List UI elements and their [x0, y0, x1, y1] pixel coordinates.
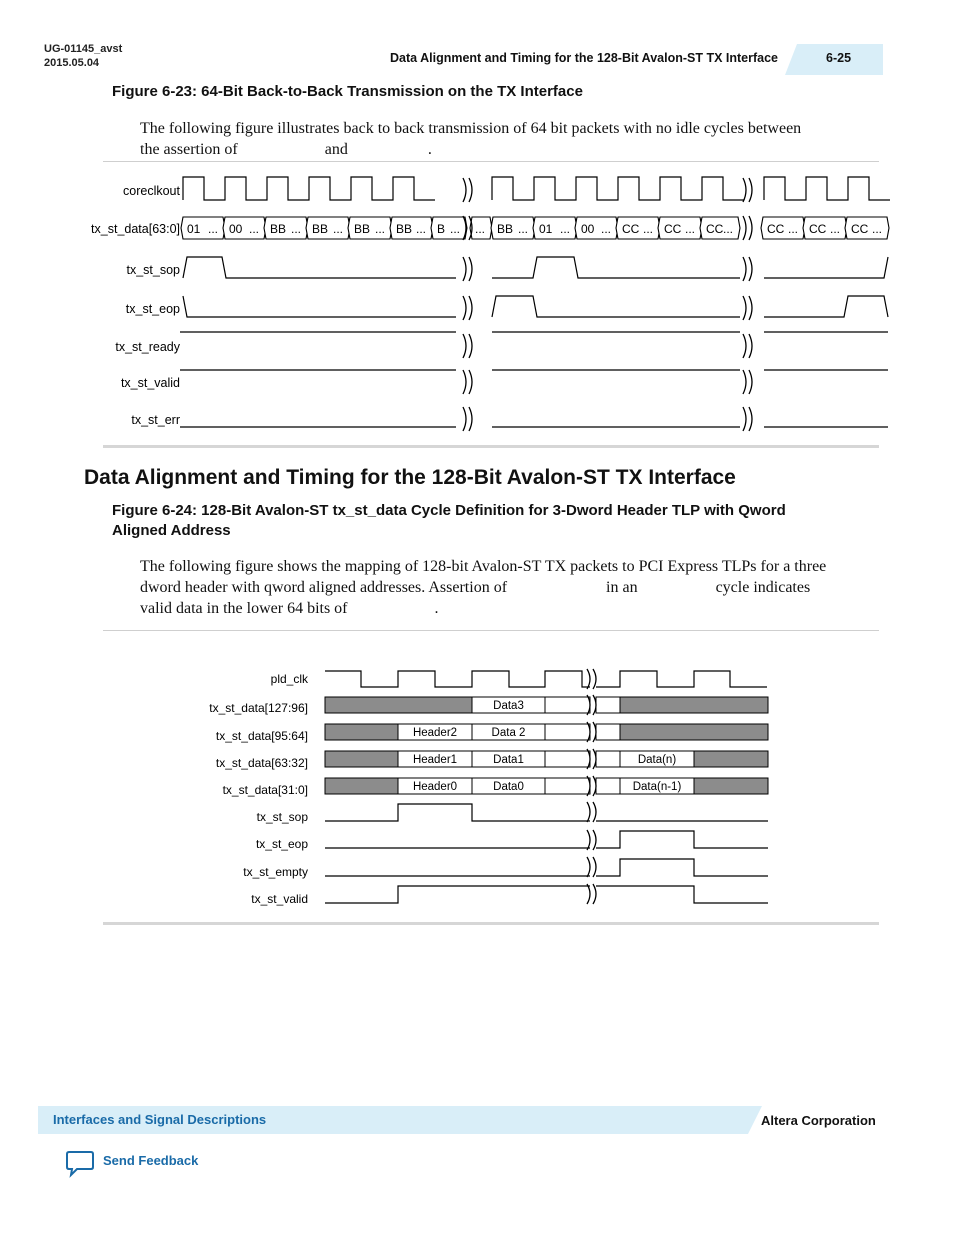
break-mark — [587, 802, 590, 822]
data-cell-value: BB — [396, 222, 413, 236]
break-mark — [463, 257, 466, 281]
lane-cell-label: Data 2 — [491, 727, 526, 739]
lane-cell-label: Header0 — [412, 781, 458, 793]
section-heading: Data Alignment and Timing for the 128-Bit Avalon-ST TX Interface — [84, 466, 736, 489]
figure-24-control-waveforms — [325, 804, 768, 903]
signal-label: tx_st_sop — [126, 263, 180, 277]
lane-cell-label: Data(n-1) — [632, 781, 682, 793]
doc-id: UG-01145_avst — [44, 43, 123, 55]
data-cell-ellipsis: ... — [684, 222, 696, 236]
data-cell-ellipsis: ... — [332, 222, 344, 236]
break-mark — [593, 802, 596, 822]
signal-label: tx_st_data[95:64] — [215, 729, 308, 743]
data-cell-value: BB — [312, 222, 329, 236]
break-mark — [463, 370, 466, 394]
data-cell-value: BB — [497, 222, 514, 236]
lane-filler — [325, 724, 398, 740]
lane-filler — [325, 697, 472, 713]
signal-label: tx_st_sop — [256, 810, 308, 824]
data-cell-value: CC — [622, 222, 640, 236]
signal-label: tx_st_data[63:0] — [91, 222, 180, 236]
figure-23-signal-labels — [91, 184, 181, 427]
break-mark — [469, 407, 472, 431]
data-cell-value: 00 — [581, 222, 595, 236]
break-mark — [469, 370, 472, 394]
data-cell-value: BB — [354, 222, 371, 236]
tx-st-data-bus-waveform — [181, 217, 889, 239]
data-cell-value: B — [437, 222, 446, 236]
intro-text: dword header with qword aligned addresses. Assertion of — [140, 579, 508, 596]
figure-23-caption: Figure 6-23: 64-Bit Back-to-Back Transmission on the TX Interface — [112, 83, 583, 100]
figure-24-top-rule — [103, 630, 879, 631]
break-mark — [743, 334, 746, 358]
figure-24-caption — [112, 501, 786, 541]
page-number: 6-25 — [826, 51, 852, 65]
lane-cell — [545, 751, 590, 767]
break-mark — [749, 257, 752, 281]
break-mark — [587, 669, 590, 689]
break-mark — [743, 296, 746, 320]
figure-23-intro — [140, 118, 801, 160]
figure-24-intro-line3 — [140, 598, 826, 619]
data-cell-ellipsis: ... — [290, 222, 302, 236]
lane-cell — [545, 724, 590, 740]
signal-label: tx_st_empty — [243, 865, 308, 879]
time-break-marks — [463, 178, 752, 431]
intro-text: cycle indicates — [715, 579, 811, 596]
break-mark — [743, 257, 746, 281]
data-cell-ellipsis: ... — [449, 222, 461, 236]
valid-path — [325, 886, 768, 903]
signal-label: tx_st_data[31:0] — [222, 783, 308, 797]
break-mark — [469, 296, 472, 320]
data-cell-value: 00 — [229, 222, 243, 236]
lane-cell-label: Data0 — [493, 781, 524, 793]
data-cell-ellipsis: ... — [642, 222, 654, 236]
eop-path — [183, 296, 888, 317]
data-cell-value: BB — [270, 222, 287, 236]
data-cell-ellipsis: ... — [787, 222, 799, 236]
lane-filler — [325, 778, 398, 794]
data-cell-ellipsis: ... — [207, 222, 219, 236]
data-cell-ellipsis: ... — [829, 222, 841, 236]
footer-section-link[interactable]: Interfaces and Signal Descriptions — [53, 1112, 267, 1127]
break-mark — [463, 178, 466, 202]
signal-label: tx_st_eop — [125, 302, 180, 316]
break-mark — [749, 370, 752, 394]
break-mark — [749, 178, 752, 202]
sop-path — [325, 804, 768, 821]
signal-label: tx_st_data[63:32] — [215, 756, 308, 770]
break-mark — [593, 830, 596, 850]
signal-label: coreclkout — [123, 184, 180, 198]
intro-text: the assertion of — [140, 141, 238, 158]
break-mark — [463, 334, 466, 358]
figure-23-intro-line2 — [140, 139, 801, 160]
break-mark — [463, 296, 466, 320]
data-cell-value: CC — [809, 222, 827, 236]
data-cell-ellipsis: ... — [517, 222, 529, 236]
sop-path — [183, 257, 888, 278]
eop-path — [325, 831, 768, 848]
signal-label: tx_st_eop — [255, 837, 308, 851]
data-cell-ellipsis: ... — [722, 222, 734, 236]
break-mark — [743, 407, 746, 431]
break-mark — [749, 216, 752, 240]
break-mark — [587, 884, 590, 904]
figure-24-intro — [140, 556, 826, 619]
break-mark — [743, 178, 746, 202]
break-mark — [743, 216, 746, 240]
break-mark — [593, 669, 596, 689]
data-cell-ellipsis: ... — [559, 222, 571, 236]
lane-cell — [596, 697, 620, 713]
figure-24-intro-line1: The following figure shows the mapping of 128-bit Avalon-ST TX packets to PCI Express TLPs for a three — [140, 558, 827, 575]
break-mark — [469, 178, 472, 202]
figure-23-bottom-rule — [103, 445, 879, 448]
break-mark — [593, 857, 596, 877]
lane-cell — [545, 697, 590, 713]
intro-text: . — [434, 600, 439, 617]
signal-label: tx_st_valid — [120, 376, 180, 390]
lane-cell-label: Header1 — [412, 754, 458, 766]
clock-path — [183, 177, 890, 200]
lane-filler — [694, 778, 768, 794]
figure-23-top-rule — [103, 161, 879, 162]
doc-date: 2015.05.04 — [44, 57, 100, 69]
break-mark — [587, 857, 590, 877]
break-mark — [749, 334, 752, 358]
lane-cell-label: Data(n) — [637, 754, 677, 766]
break-mark — [749, 296, 752, 320]
data-cell-ellipsis: ... — [600, 222, 612, 236]
footer-company: Altera Corporation — [761, 1113, 876, 1128]
pld-clk-waveform — [325, 671, 767, 687]
data-cell-ellipsis: ... — [248, 222, 260, 236]
break-mark — [469, 334, 472, 358]
lane-cell — [596, 751, 620, 767]
intro-text: in an — [606, 579, 638, 596]
data-cell-value: 01 — [187, 222, 201, 236]
intro-text: valid data in the lower 64 bits of — [140, 600, 348, 617]
data-cell-value: 01 — [539, 222, 553, 236]
lane-filler — [620, 697, 768, 713]
figure-23-timing-diagram — [0, 165, 954, 450]
empty-path — [325, 859, 768, 876]
figure-23-intro-line1: The following figure illustrates back to back transmission of 64 bit packets with no idle cycles between — [140, 120, 802, 137]
data-cell-value: CC — [851, 222, 869, 236]
feedback-icon[interactable] — [65, 1150, 95, 1178]
break-mark — [593, 884, 596, 904]
lane-cell-label: Header2 — [412, 727, 458, 739]
signal-label: pld_clk — [270, 672, 308, 686]
clock-path — [325, 671, 767, 687]
data-cell-ellipsis: ... — [374, 222, 386, 236]
figure-24-caption-line2: Aligned Address — [112, 522, 231, 539]
send-feedback-link[interactable]: Send Feedback — [103, 1153, 199, 1168]
figure-24-caption-line1: Figure 6-24: 128-Bit Avalon-ST tx_st_data Cycle Definition for 3-Dword Header TLP with Qword — [112, 502, 786, 519]
data-cell-value: CC — [767, 222, 785, 236]
coreclkout-waveform — [183, 177, 890, 200]
data-cell-value: CC — [664, 222, 682, 236]
break-mark — [587, 830, 590, 850]
signal-label: tx_st_valid — [251, 892, 308, 906]
lane-cell — [596, 724, 620, 740]
control-signal-waveforms — [180, 257, 888, 427]
data-cell-ellipsis: ... — [871, 222, 883, 236]
running-header-title: Data Alignment and Timing for the 128-Bit Avalon-ST TX Interface — [390, 51, 779, 65]
lane-cell — [596, 778, 620, 794]
data-cell-ellipsis: ... — [415, 222, 427, 236]
signal-label: tx_st_data[127:96] — [209, 701, 308, 715]
figure-24-signal-labels — [209, 672, 309, 906]
data-lane-waveforms — [325, 697, 768, 794]
figure-24-intro-line2 — [140, 577, 826, 598]
break-mark — [463, 407, 466, 431]
data-cell-value: CC — [706, 222, 724, 236]
lane-cell-label: Data3 — [493, 700, 524, 712]
intro-text: and — [324, 141, 348, 158]
lane-filler — [325, 751, 398, 767]
figure-24-bottom-rule — [103, 922, 879, 925]
lane-filler — [694, 751, 768, 767]
signal-label: tx_st_err — [131, 413, 180, 427]
signal-label: tx_st_ready — [115, 340, 180, 354]
doc-id-block — [44, 42, 122, 70]
lane-cell-label: Data1 — [493, 754, 524, 766]
break-mark — [749, 407, 752, 431]
break-mark — [743, 370, 746, 394]
data-cell-ellipsis: ... — [474, 222, 486, 236]
lane-filler — [620, 724, 768, 740]
figure-24-timing-diagram — [0, 650, 954, 920]
break-mark — [469, 257, 472, 281]
intro-text: . — [427, 141, 432, 158]
lane-cell — [545, 778, 590, 794]
